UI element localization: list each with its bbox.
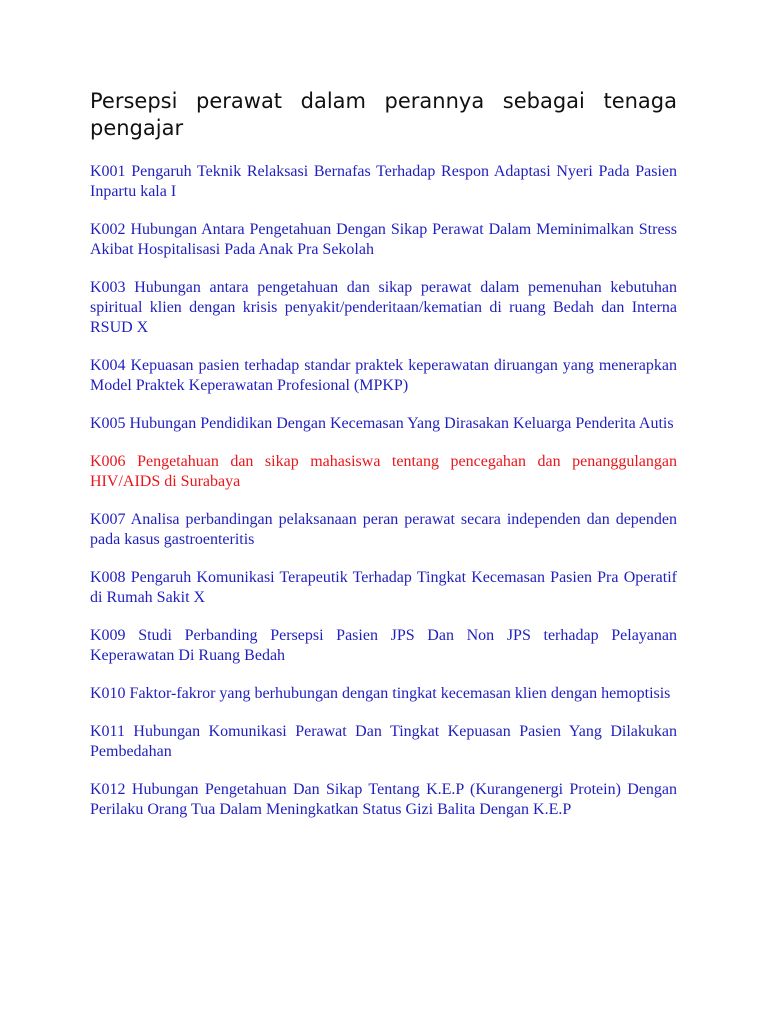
thesis-title-list	[90, 162, 677, 820]
list-item: K008 Pengaruh Komunikasi Terapeutik Terhadap Tingkat Kecemasan Pasien Pra Operatif di Rumah Sakit X	[90, 569, 677, 606]
page-title: Persepsi perawat dalam perannya sebagai tenaga pengajar	[90, 89, 677, 140]
list-item: K005 Hubungan Pendidikan Dengan Kecemasan Yang Dirasakan Keluarga Penderita Autis	[90, 415, 674, 432]
list-item: K004 Kepuasan pasien terhadap standar praktek keperawatan diruangan yang menerapkan Model Praktek Keperawatan Profesional (MPKP)	[90, 357, 677, 394]
list-item: K003 Hubungan antara pengetahuan dan sikap perawat dalam pemenuhan kebutuhan spiritual klien dengan krisis penyakit/penderitaan/kematian di ruang Bedah dan Interna RSUD X	[90, 279, 677, 336]
list-item: K011 Hubungan Komunikasi Perawat Dan Tingkat Kepuasan Pasien Yang Dilakukan Pembedahan	[90, 723, 677, 760]
list-item: K009 Studi Perbanding Persepsi Pasien JPS Dan Non JPS terhadap Pelayanan Keperawatan Di Ruang Bedah	[90, 627, 677, 664]
list-item: K001 Pengaruh Teknik Relaksasi Bernafas Terhadap Respon Adaptasi Nyeri Pada Pasien Inpartu kala I	[90, 163, 677, 200]
list-item-highlighted: K006 Pengetahuan dan sikap mahasiswa tentang pencegahan dan penanggulangan HIV/AIDS di Surabaya	[90, 453, 677, 490]
list-item: K012 Hubungan Pengetahuan Dan Sikap Tentang K.E.P (Kurangenergi Protein) Dengan Perilaku Orang Tua Dalam Meningkatkan Status Gizi Balita Dengan K.E.P	[90, 781, 677, 818]
document-page	[90, 88, 677, 838]
list-item: K002 Hubungan Antara Pengetahuan Dengan Sikap Perawat Dalam Meminimalkan Stress Akibat Hospitalisasi Pada Anak Pra Sekolah	[90, 221, 677, 258]
list-item: K010 Faktor-fakror yang berhubungan dengan tingkat kecemasan klien dengan hemoptisis	[90, 685, 671, 702]
list-item: K007 Analisa perbandingan pelaksanaan peran perawat secara independen dan dependen pada kasus gastroenteritis	[90, 511, 677, 548]
